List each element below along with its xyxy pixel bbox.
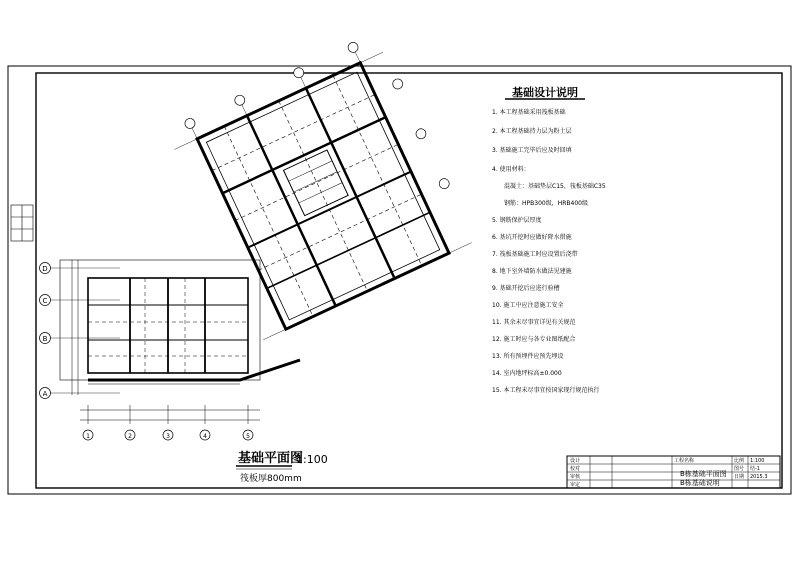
- note-line: 12. 施工时应与各专业图纸配合: [492, 336, 576, 343]
- note-line: 钢筋：HPB300级，HRB400级: [504, 200, 588, 207]
- note-line: 1. 本工程基础采用筏板基础: [492, 109, 566, 116]
- title-block-field: 图号: [734, 466, 745, 472]
- note-line: 4. 使用材料：: [492, 166, 530, 173]
- binding-margin: [11, 205, 33, 241]
- axis-label-2: 2: [128, 433, 132, 440]
- title-block-field: 设计: [570, 458, 581, 464]
- plan-title-block: [236, 450, 328, 484]
- note-line: 混凝土：基础垫层C15，筏板基础C35: [504, 183, 606, 190]
- note-line: 14. 室内地坪标高±0.000: [492, 370, 562, 377]
- drawing-name-1: B栋基础平面图: [680, 470, 727, 478]
- title-block-field: 审核: [570, 474, 581, 480]
- title-block-value: 结-1: [750, 466, 760, 472]
- title-block-value: 2015.3: [750, 474, 768, 480]
- note-line: 11. 其余未尽事宜详见有关规范: [492, 319, 576, 326]
- drawing-name-2: B栋基础说明: [680, 479, 720, 487]
- inner-border: [36, 73, 782, 488]
- note-line: 15. 本工程未尽事宜按国家现行规范执行: [492, 387, 600, 394]
- axis-label-a: A: [42, 390, 48, 398]
- outer-border: [8, 66, 791, 494]
- title-block-value: 1:100: [750, 458, 765, 464]
- notes-title: 基础设计说明: [512, 86, 578, 99]
- note-line: 3. 基础施工完毕后应及时回填: [492, 147, 572, 154]
- note-line: 9. 基础开挖后应进行验槽: [492, 285, 560, 292]
- title-block-field: 审定: [570, 482, 581, 488]
- design-notes: [492, 85, 606, 394]
- title-block: [567, 456, 780, 488]
- axis-label-b: B: [42, 335, 48, 343]
- axis-label-4: 4: [203, 433, 207, 440]
- title-block-field: 校对: [570, 466, 581, 472]
- axis-bubbles-left: [40, 263, 51, 399]
- note-line: 6. 基坑开挖时应做好降水措施: [492, 234, 572, 241]
- axis-label-d: D: [42, 265, 48, 273]
- plan-scale: 1:100: [296, 453, 328, 466]
- title-block-field: 日期: [734, 474, 745, 480]
- axis-label-c: C: [42, 297, 48, 305]
- note-line: 7. 筏板基础施工时应设置后浇带: [492, 251, 578, 258]
- plan-subtitle: 筏板厚800mm: [240, 474, 302, 484]
- axis-label-5: 5: [246, 433, 250, 440]
- foundation-plan: [50, 30, 476, 424]
- plan-title: 基础平面图: [238, 451, 304, 466]
- axis-label-1: 1: [86, 433, 90, 440]
- project-label: 工程名称: [674, 458, 695, 464]
- note-line: 8. 地下室外墙防水做法见建施: [492, 268, 572, 275]
- note-line: 10. 施工中应注意施工安全: [492, 302, 564, 309]
- axis-bubbles-bottom: [83, 430, 253, 440]
- title-block-field: 比例: [734, 458, 745, 464]
- axis-label-3: 3: [166, 433, 170, 440]
- note-line: 2. 本工程基础持力层为粉土层: [492, 128, 572, 135]
- note-line: 13. 所有预埋件应预先埋设: [492, 353, 564, 360]
- note-line: 5. 钢筋保护层厚度: [492, 217, 542, 224]
